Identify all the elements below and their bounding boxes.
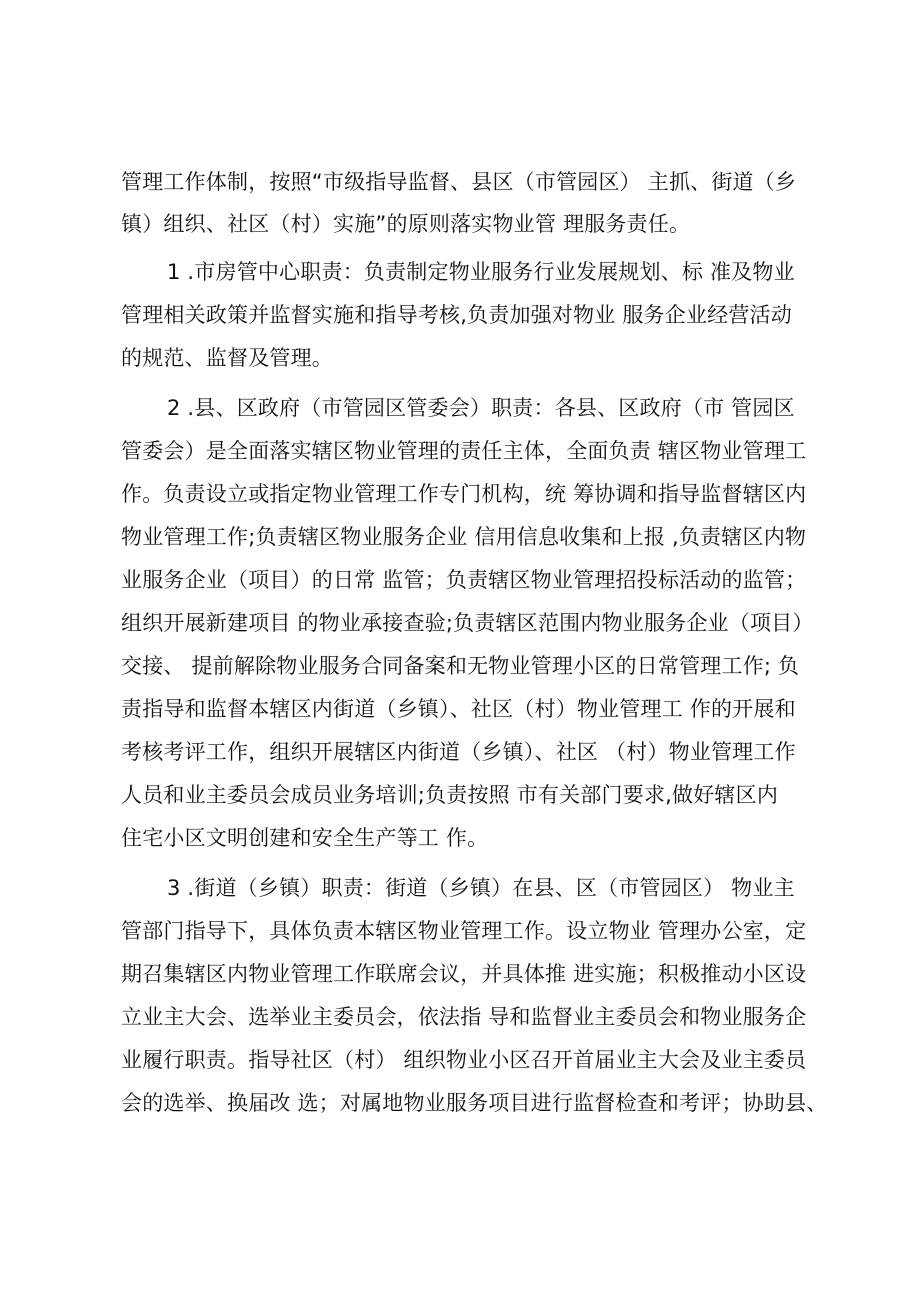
text-line: 立业主大会、选举业主委员会，依法指 导和监督业主委员会和物业服务企 — [121, 1005, 807, 1029]
paragraph-3-start: 3 .街道（乡镇）职责：街道（乡镇）在县、区（市管园区） 物业主 — [167, 876, 795, 900]
text-line: 的规范、监督及管理。 — [121, 346, 333, 370]
text-line: 期召集辖区内物业管理工作联席会议，并具体推 进实施；积极推动小区设 — [121, 962, 807, 986]
text-line: 人员和业主委员会成员业务培训;负责按照 市有关部门要求,做好辖区内 — [121, 783, 779, 807]
text-line: 作。负责设立或指定物业管理工作专门机构，统 筹协调和指导监督辖区内 — [121, 482, 807, 506]
paragraph-1-start: 1 .市房管中心职责：负责制定物业服务行业发展规划、标 准及物业 — [167, 260, 795, 284]
paragraph-2-start: 2 .县、区政府（市管园区管委会）职责：各县、区政府（市 管园区 — [167, 396, 795, 420]
text-line: 考核考评工作，组织开展辖区内街道（乡镇）、社区 （村）物业管理工作 — [121, 740, 796, 764]
text-line: 镇）组织、社区（村）实施”的原则落实物业管 理服务责任。 — [121, 212, 691, 236]
text-line: 责指导和监督本辖区内街道（乡镇）、社区（村）物业管理工 作的开展和 — [121, 697, 796, 721]
text-line: 物业管理工作;负责辖区物业服务企业 信用信息收集和上报 ,负责辖区内物 — [121, 525, 807, 549]
text-line: 组织开展新建项目 的物业承接查验;负责辖区范围内物业服务企业（项目） — [121, 611, 814, 635]
text-line: 业履行职责。指导社区（村） 组织物业小区召开首届业主大会及业主委员 — [121, 1048, 807, 1072]
text-line: 交接、 提前解除物业服务合同备案和无物业管理小区的日常管理工作; 负 — [121, 654, 800, 678]
text-line: 业服务企业（项目）的日常 监管；负责辖区物业管理招投标活动的监管； — [121, 568, 807, 592]
text-line: 管委会）是全面落实辖区物业管理的责任主体，全面负责 辖区物业管理工 — [121, 439, 807, 463]
text-line: 管部门指导下，具体负责本辖区物业管理工作。设立物业 管理办公室，定 — [121, 919, 807, 943]
text-line: 管理相关政策并监督实施和指导考核,负责加强对物业 服务企业经营活动 — [121, 303, 792, 327]
text-line: 住宅小区文明创建和安全生产等工 作。 — [121, 826, 489, 850]
text-line: 会的选举、换届改 选；对属地物业服务项目进行监督检查和考评；协助县、 — [121, 1091, 828, 1115]
text-line: 管理工作体制，按照“市级指导监督、县区（市管园区） 主抓、街道（乡 — [121, 170, 797, 194]
